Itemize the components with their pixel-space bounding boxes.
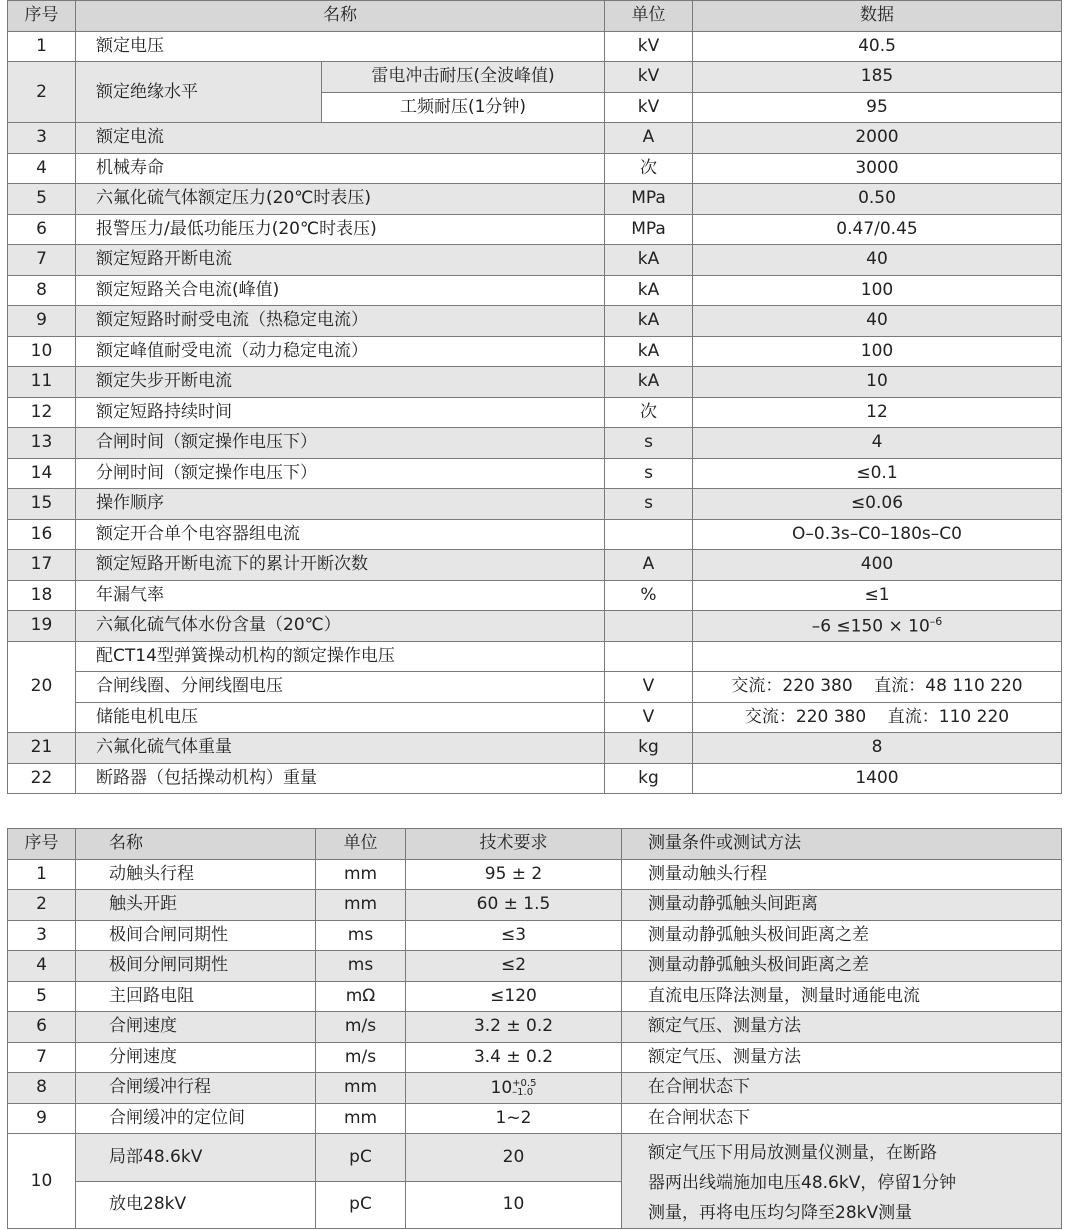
row-method: 直流电压降法测量，测量时通能电流 (622, 981, 1062, 1012)
row-unit: ms (316, 951, 406, 982)
table-row (8, 519, 1062, 550)
row-method: 额定气压、测量方法 (622, 1012, 1062, 1043)
row-name: 极间合闸同期性 (76, 920, 316, 951)
table-row (8, 31, 1062, 62)
row-unit: pC (316, 1181, 406, 1229)
row-no: 3 (8, 920, 76, 951)
row-value: 3000 (693, 153, 1062, 184)
row-name: 断路器（包括操动机构）重量 (76, 763, 605, 794)
row-unit: kV (605, 92, 693, 123)
table-row (8, 489, 1062, 520)
table-row (8, 306, 1062, 337)
table-row (8, 763, 1062, 794)
row-name: 额定短路开断电流下的累计开断次数 (76, 550, 605, 581)
row-unit: ms (316, 920, 406, 951)
row-name: 机械寿命 (76, 153, 605, 184)
row-name: 动触头行程 (76, 859, 316, 890)
row-name: 合闸时间（额定操作电压下） (76, 428, 605, 459)
row-name: 额定绝缘水平 (76, 62, 322, 123)
row-no: 1 (8, 31, 76, 62)
row-name: 触头开距 (76, 890, 316, 921)
row-unit: pC (316, 1134, 406, 1182)
row-requirement: 60 ± 1.5 (406, 890, 622, 921)
table-row (8, 123, 1062, 154)
row-no: 22 (8, 763, 76, 794)
header-name: 名称 (76, 1, 605, 32)
method-line: 额定气压下用局放测量仪测量，在断路 (648, 1143, 937, 1163)
row-no: 9 (8, 306, 76, 337)
row-unit: mΩ (316, 981, 406, 1012)
row-name: 操作顺序 (76, 489, 605, 520)
table-row (8, 1042, 1062, 1073)
row-unit: MPa (605, 214, 693, 245)
row-requirement: 10 (406, 1181, 622, 1229)
row-unit: kA (605, 275, 693, 306)
row-unit: kA (605, 367, 693, 398)
row-unit: kV (605, 31, 693, 62)
row-value: 10 (693, 367, 1062, 398)
row-name: 额定峰值耐受电流（动力稳定电流） (76, 336, 605, 367)
row-no: 8 (8, 275, 76, 306)
row-value: 40 (693, 306, 1062, 337)
table-row (8, 641, 1062, 672)
row-value: 95 (693, 92, 1062, 123)
value-exponent: –6 (929, 614, 943, 628)
header-unit: 单位 (605, 1, 693, 32)
row-unit: kg (605, 733, 693, 764)
row-method: 测量动静弧触头间距离 (622, 890, 1062, 921)
row-value: 185 (693, 62, 1062, 93)
row-name: 六氟化硫气体额定压力(20℃时表压) (76, 184, 605, 215)
table-row (8, 397, 1062, 428)
header-no: 序号 (8, 829, 76, 860)
row-value: ≤0.1 (693, 458, 1062, 489)
requirement-base: 10 (490, 1077, 513, 1098)
table-row (8, 336, 1062, 367)
row-unit: MPa (605, 184, 693, 215)
header-method: 测量条件或测试方法 (622, 829, 1062, 860)
table-row (8, 1012, 1062, 1043)
row-no: 16 (8, 519, 76, 550)
row-unit: kA (605, 306, 693, 337)
row-name: 放电28kV (76, 1181, 316, 1229)
header-requirement: 技术要求 (406, 829, 622, 860)
row-no: 12 (8, 397, 76, 428)
row-unit: s (605, 458, 693, 489)
row-unit: mm (316, 859, 406, 890)
row-name: 局部48.6kV (76, 1134, 316, 1182)
row-no: 14 (8, 458, 76, 489)
row-name: 额定短路关合电流(峰值) (76, 275, 605, 306)
row-value: 交流：220 380 直流：48 110 220 (693, 672, 1062, 703)
row-requirement: 95 ± 2 (406, 859, 622, 890)
row-unit (605, 611, 693, 642)
row-unit: m/s (316, 1012, 406, 1043)
row-unit: kV (605, 62, 693, 93)
row-value: ≤1 (693, 580, 1062, 611)
row-method (622, 1134, 1062, 1229)
row-unit: V (605, 672, 693, 703)
row-unit: kg (605, 763, 693, 794)
row-no: 20 (8, 641, 76, 733)
row-value (693, 641, 1062, 672)
table-row (8, 62, 1062, 93)
row-no: 9 (8, 1103, 76, 1134)
table-row (8, 214, 1062, 245)
row-value: 1400 (693, 763, 1062, 794)
table-row (8, 580, 1062, 611)
row-name: 合闸缓冲的定位间 (76, 1103, 316, 1134)
row-value: 12 (693, 397, 1062, 428)
row-no: 10 (8, 336, 76, 367)
row-no: 1 (8, 859, 76, 890)
row-unit (605, 519, 693, 550)
table-row (8, 890, 1062, 921)
row-name: 额定失步开断电流 (76, 367, 605, 398)
row-name: 储能电机电压 (76, 702, 605, 733)
row-name: 报警压力/最低功能压力(20℃时表压) (76, 214, 605, 245)
row-subname: 雷电冲击耐压(全波峰值) (322, 62, 605, 93)
row-requirement: ≤2 (406, 951, 622, 982)
row-no: 7 (8, 245, 76, 276)
table-row (8, 702, 1062, 733)
row-no: 5 (8, 184, 76, 215)
row-no: 8 (8, 1073, 76, 1104)
value-base: –6 ≤150 × 10 (811, 616, 930, 637)
row-no: 10 (8, 1134, 76, 1229)
row-name: 合闸缓冲行程 (76, 1073, 316, 1104)
row-method: 测量动静弧触头极间距离之差 (622, 951, 1062, 982)
table-row (8, 367, 1062, 398)
table-row (8, 428, 1062, 459)
row-unit: s (605, 489, 693, 520)
row-no: 4 (8, 951, 76, 982)
table-row (8, 1134, 1062, 1182)
row-unit: A (605, 123, 693, 154)
row-requirement: 1~2 (406, 1103, 622, 1134)
row-no: 19 (8, 611, 76, 642)
row-no: 3 (8, 123, 76, 154)
row-method: 额定气压、测量方法 (622, 1042, 1062, 1073)
table-row (8, 1103, 1062, 1134)
row-value: ≤0.06 (693, 489, 1062, 520)
method-line: 器两出线端施加电压48.6kV，停留1分钟 (648, 1173, 957, 1193)
row-unit: V (605, 702, 693, 733)
row-name: 极间分闸同期性 (76, 951, 316, 982)
row-value: 0.50 (693, 184, 1062, 215)
row-no: 4 (8, 153, 76, 184)
table-row (8, 859, 1062, 890)
row-requirement: ≤3 (406, 920, 622, 951)
row-no: 5 (8, 981, 76, 1012)
table-row (8, 611, 1062, 642)
row-name: 主回路电阻 (76, 981, 316, 1012)
row-value: 8 (693, 733, 1062, 764)
test-requirements-table (7, 828, 1062, 1229)
table-row (8, 153, 1062, 184)
row-unit: 次 (605, 153, 693, 184)
row-subname: 工频耐压(1分钟) (322, 92, 605, 123)
row-method: 测量动触头行程 (622, 859, 1062, 890)
row-value: 100 (693, 336, 1062, 367)
row-name: 配CT14型弹簧操动机构的额定操作电压 (76, 641, 605, 672)
row-value: 40.5 (693, 31, 1062, 62)
row-unit: A (605, 550, 693, 581)
table-row (8, 951, 1062, 982)
row-unit: s (605, 428, 693, 459)
table-row (8, 275, 1062, 306)
row-name: 合闸速度 (76, 1012, 316, 1043)
row-no: 13 (8, 428, 76, 459)
table-row (8, 733, 1062, 764)
row-unit: m/s (316, 1042, 406, 1073)
row-name: 分闸时间（额定操作电压下） (76, 458, 605, 489)
row-requirement (406, 1073, 622, 1104)
row-value: 100 (693, 275, 1062, 306)
row-value: 40 (693, 245, 1062, 276)
row-no: 6 (8, 214, 76, 245)
table2-header-row (8, 829, 1062, 860)
row-value: 400 (693, 550, 1062, 581)
row-name: 年漏气率 (76, 580, 605, 611)
header-no: 序号 (8, 1, 76, 32)
tolerance-lower: –1.0 (512, 1086, 534, 1098)
row-method: 在合闸状态下 (622, 1073, 1062, 1104)
table-row (8, 920, 1062, 951)
row-unit: mm (316, 1073, 406, 1104)
row-requirement: 3.4 ± 0.2 (406, 1042, 622, 1073)
row-value: 交流：220 380 直流：110 220 (693, 702, 1062, 733)
row-name: 额定电压 (76, 31, 605, 62)
table-row (8, 550, 1062, 581)
row-unit: % (605, 580, 693, 611)
table-row (8, 1073, 1062, 1104)
row-name: 额定开合单个电容器组电流 (76, 519, 605, 550)
row-no: 18 (8, 580, 76, 611)
row-unit: kA (605, 245, 693, 276)
row-value: O–0.3s–C0–180s–C0 (693, 519, 1062, 550)
row-no: 2 (8, 890, 76, 921)
method-line: 测量，再将电压均匀降至28kV测量 (648, 1203, 913, 1223)
row-name: 额定短路时耐受电流（热稳定电流） (76, 306, 605, 337)
row-no: 15 (8, 489, 76, 520)
row-no: 21 (8, 733, 76, 764)
row-no: 11 (8, 367, 76, 398)
row-value: 2000 (693, 123, 1062, 154)
row-name: 合闸线圈、分闸线圈电压 (76, 672, 605, 703)
row-requirement: 3.2 ± 0.2 (406, 1012, 622, 1043)
row-value (693, 611, 1062, 642)
row-name: 六氟化硫气体水份含量（20℃） (76, 611, 605, 642)
row-requirement: ≤120 (406, 981, 622, 1012)
ratings-table (7, 0, 1062, 794)
table-row (8, 245, 1062, 276)
table1-header-row (8, 1, 1062, 32)
row-no: 17 (8, 550, 76, 581)
row-unit: 次 (605, 397, 693, 428)
row-unit: mm (316, 890, 406, 921)
row-name: 额定短路持续时间 (76, 397, 605, 428)
row-value: 0.47/0.45 (693, 214, 1062, 245)
header-unit: 单位 (316, 829, 406, 860)
row-unit: mm (316, 1103, 406, 1134)
row-unit: kA (605, 336, 693, 367)
row-value: 4 (693, 428, 1062, 459)
table-row (8, 458, 1062, 489)
row-requirement: 20 (406, 1134, 622, 1182)
row-name: 分闸速度 (76, 1042, 316, 1073)
table-row (8, 981, 1062, 1012)
row-unit (605, 641, 693, 672)
row-method: 在合闸状态下 (622, 1103, 1062, 1134)
tolerance-upper: +0.5 (512, 1077, 537, 1089)
header-name: 名称 (76, 829, 316, 860)
row-no: 2 (8, 62, 76, 123)
row-name: 额定电流 (76, 123, 605, 154)
header-value: 数据 (693, 1, 1062, 32)
table-row (8, 184, 1062, 215)
row-name: 额定短路开断电流 (76, 245, 605, 276)
row-method: 测量动静弧触头极间距离之差 (622, 920, 1062, 951)
row-name: 六氟化硫气体重量 (76, 733, 605, 764)
row-no: 7 (8, 1042, 76, 1073)
table-row (8, 672, 1062, 703)
row-no: 6 (8, 1012, 76, 1043)
